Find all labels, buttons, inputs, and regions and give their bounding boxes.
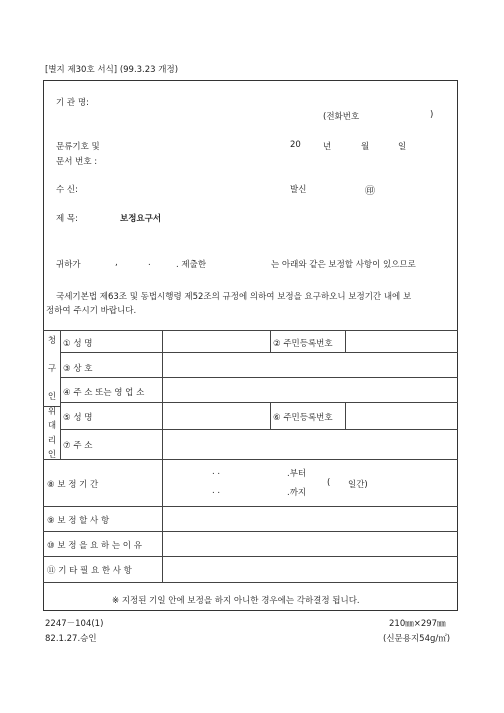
period-from-dots: . . xyxy=(212,467,221,477)
agent-side-char: 인 xyxy=(47,450,57,460)
col-rule xyxy=(345,402,346,429)
other-label: ⑪ 기 타 필 요 한 사 항 xyxy=(47,566,132,576)
requester-name-label: ① 성 명 xyxy=(63,339,93,349)
footer-approved: 82.1.27.승인 xyxy=(45,634,97,644)
body-line1-start: 귀하가 xyxy=(56,260,81,270)
body-para2-line2: 정하여 주시기 바랍니다. xyxy=(46,306,137,316)
row-rule xyxy=(43,459,458,460)
subject-label: 제 목: xyxy=(56,214,78,224)
agent-side-char: 위 xyxy=(47,407,57,417)
period-from-suffix: .부터 xyxy=(287,469,307,479)
agent-side-char: 리 xyxy=(47,436,57,446)
period-days-open: ( xyxy=(327,478,331,488)
footer-paper: (신문용지54g/㎡) xyxy=(383,634,451,644)
row-rule xyxy=(43,531,458,532)
notice-text: ※ 지정된 기일 안에 보정을 하지 아니한 경우에는 각하결정 됩니다. xyxy=(112,596,360,606)
date-year: 20 xyxy=(290,140,301,150)
body-line1-submit: . 제출한 xyxy=(176,260,207,270)
col-rule xyxy=(270,330,271,352)
date-day-unit: 일 xyxy=(398,142,407,152)
requester-side-char: 구 xyxy=(47,364,57,374)
row-rule xyxy=(43,506,458,507)
subject-value: 보정요구서 xyxy=(120,214,162,224)
period-to-suffix: .까지 xyxy=(287,488,307,498)
reason-label: ⑩ 보 정 을 요 하 는 이 유 xyxy=(47,541,142,551)
agent-side-char: 대 xyxy=(47,421,57,431)
row-rule xyxy=(60,352,458,353)
requester-firm-label: ③ 상 호 xyxy=(63,364,93,374)
row-rule xyxy=(60,377,458,378)
doc-class-label: 문류기호 및 xyxy=(56,142,100,152)
row-rule xyxy=(43,556,458,557)
doc-number-label: 문서 번호 : xyxy=(56,157,98,167)
body-line1-dot2: . xyxy=(148,258,151,268)
table-top-rule xyxy=(43,330,458,331)
agent-id-label: ⑥ 주민등록번호 xyxy=(273,413,333,423)
phone-label: (전화번호 xyxy=(323,112,360,122)
form-title: [별지 제30호 서식] (99.3.23 개정) xyxy=(45,65,179,75)
requester-side-char: 인 xyxy=(47,392,57,402)
date-month-unit: 월 xyxy=(361,142,370,152)
sender-label: 발신 xyxy=(290,185,307,195)
agency-label: 기 관 명: xyxy=(56,98,89,108)
body-line1-dot1: , xyxy=(115,258,118,268)
row-rule xyxy=(43,582,458,583)
col-rule xyxy=(345,330,346,352)
requester-id-label: ② 주민등록번호 xyxy=(273,339,333,349)
col-rule xyxy=(270,402,271,429)
agent-name-label: ⑤ 성 명 xyxy=(63,413,93,423)
agent-address-label: ⑦ 주 소 xyxy=(63,441,93,451)
footer-size: 210㎜×297㎜ xyxy=(389,619,446,629)
row-rule xyxy=(60,429,458,430)
items-label: ⑨ 보 정 할 사 항 xyxy=(47,516,110,526)
phone-close: ) xyxy=(430,110,434,120)
label-column-rule xyxy=(162,330,163,582)
requester-side-char: 청 xyxy=(47,336,57,346)
seal-icon: ㊞ xyxy=(365,186,375,197)
side-column-rule xyxy=(60,330,61,459)
row-rule xyxy=(60,402,458,403)
requester-address-label: ④ 주 소 또는 영 업 소 xyxy=(63,388,145,398)
date-year-unit: 년 xyxy=(323,142,332,152)
body-para2-line1: 국세기본법 제63조 및 동법시행령 제52조의 규정에 의하여 보정을 요구하오니 보정기간 내에 보 xyxy=(56,292,412,302)
period-to-dots: . . xyxy=(212,486,221,496)
recipient-label: 수 신: xyxy=(56,185,78,195)
period-label: ⑧ 보 정 기 간 xyxy=(47,480,99,490)
footer-code: 2247－104(1) xyxy=(45,619,104,629)
period-days-label: 일간) xyxy=(348,480,368,490)
body-line1-end: 는 아래와 같은 보정할 사항이 있으므로 xyxy=(271,260,416,270)
